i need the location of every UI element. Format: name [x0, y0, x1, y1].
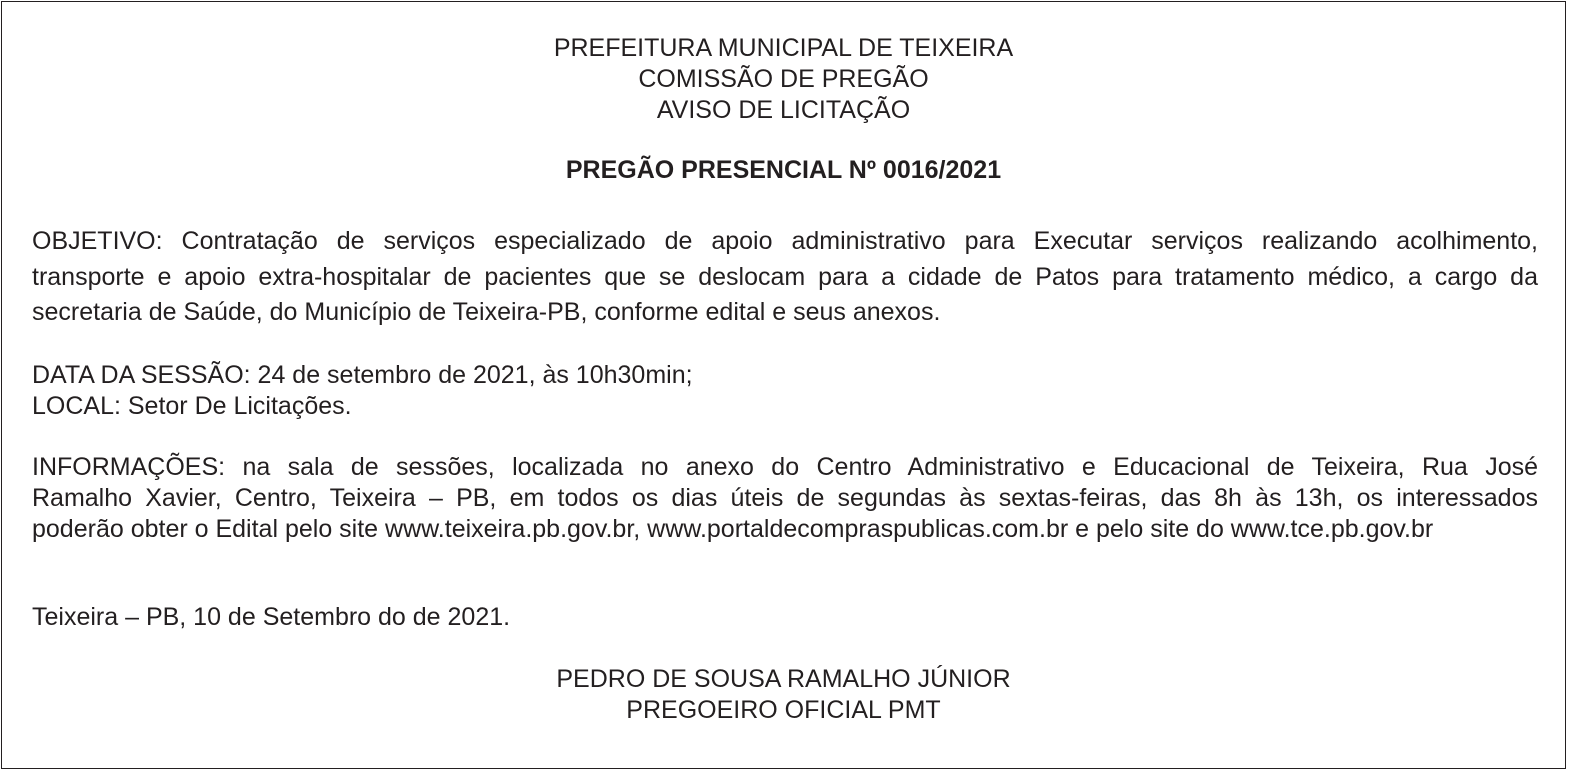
objective-paragraph	[32, 224, 1538, 331]
information-paragraph	[32, 452, 1538, 545]
notice-box	[1, 1, 1566, 769]
commission-name: COMISSÃO DE PREGÃO	[638, 65, 929, 93]
objective-line: secretaria de Saúde, do Município de Teixeira-PB, conforme edital e seus anexos.	[32, 298, 941, 326]
notice-header	[2, 33, 1565, 126]
information-line: poderão obter o Edital pelo site www.teixeira.pb.gov.br, www.portaldecompraspublicas.com.br e pelo site do www.tce.pb.gov.br	[32, 515, 1434, 543]
session-paragraph	[32, 360, 1538, 422]
notice-title: PREGÃO PRESENCIAL Nº 0016/2021	[565, 156, 1002, 184]
notice-type: AVISO DE LICITAÇÃO	[656, 96, 911, 124]
place-and-date: Teixeira – PB, 10 de Setembro do de 2021.	[32, 603, 511, 631]
information-line: INFORMAÇÕES: na sala de sessões, localizada no anexo do Centro Administrativo e Educacional de Teixeira, Rua José	[32, 453, 1538, 481]
objective-line: transporte e apoio extra-hospitalar de pacientes que se deslocam para a cidade de Patos para tratamento médico, a cargo da	[32, 262, 1538, 291]
session-location: LOCAL: Setor De Licitações.	[32, 392, 352, 420]
municipality-name: PREFEITURA MUNICIPAL DE TEIXEIRA	[553, 34, 1014, 62]
signature-block	[2, 664, 1565, 726]
signatory-name: PEDRO DE SOUSA RAMALHO JÚNIOR	[556, 665, 1011, 693]
information-line: Ramalho Xavier, Centro, Teixeira – PB, em todos os dias úteis de segundas às sextas-feiras, das 8h às 13h, os interessados	[32, 484, 1538, 512]
objective-line: OBJETIVO: Contratação de serviços especializado de apoio administrativo para Executar serviços realizando acolhimento,	[32, 227, 1538, 255]
session-date: DATA DA SESSÃO: 24 de setembro de 2021, às 10h30min;	[32, 361, 693, 389]
signatory-role: PREGOEIRO OFICIAL PMT	[626, 696, 941, 724]
